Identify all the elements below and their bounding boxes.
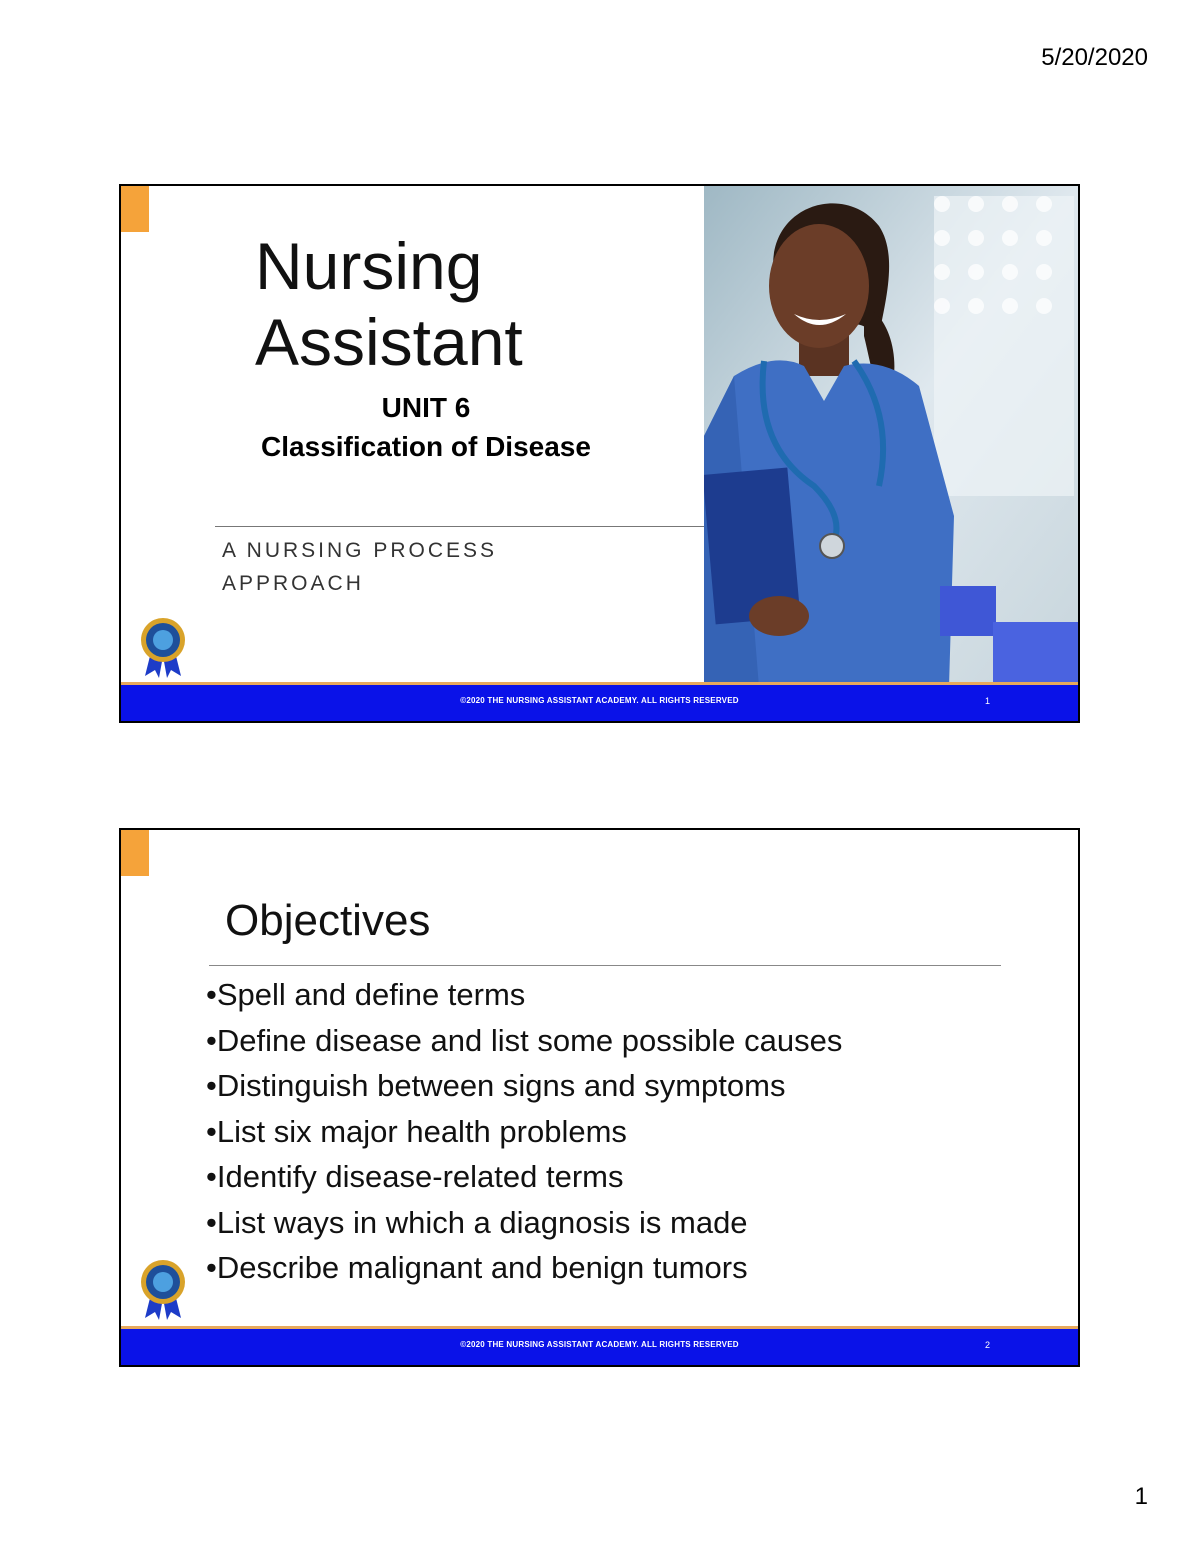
- accent-tab: [121, 830, 149, 876]
- slide-1: [119, 184, 1080, 723]
- nurse-photo: [704, 186, 1080, 687]
- slide-2: [119, 828, 1080, 1367]
- footer-copyright: ©2020 THE NURSING ASSISTANT ACADEMY. ALL RIGHTS RESERVED: [460, 696, 739, 705]
- footer-copyright: ©2020 THE NURSING ASSISTANT ACADEMY. ALL RIGHTS RESERVED: [460, 1340, 739, 1349]
- list-item: •Identify disease-related terms: [206, 1159, 624, 1194]
- unit-title: Classification of Disease: [261, 431, 591, 462]
- footer-bar: [121, 682, 1078, 721]
- objectives-list: [206, 972, 842, 1291]
- slide-title: [255, 228, 523, 380]
- list-item: •Define disease and list some possible causes: [206, 1022, 843, 1058]
- footer-bar: [121, 1326, 1078, 1365]
- slide-title: Objectives: [225, 896, 431, 945]
- list-item: •Distinguish between signs and symptoms: [206, 1068, 786, 1103]
- title-line-2: Assistant: [255, 305, 523, 379]
- list-item: •Spell and define terms: [206, 977, 526, 1012]
- divider: [209, 965, 1001, 966]
- page-date: 5/20/2020: [1041, 44, 1148, 71]
- seal-icon: [139, 616, 187, 680]
- subtitle-line-1: A NURSING PROCESS: [222, 539, 498, 562]
- list-item: •List six major health problems: [206, 1113, 627, 1149]
- slide-number: 1: [984, 696, 990, 706]
- unit-label: UNIT 6: [381, 392, 471, 423]
- seal-icon: [139, 1258, 187, 1322]
- list-item: •Describe malignant and benign tumors: [206, 1250, 748, 1285]
- page-number: 1: [1134, 1483, 1148, 1510]
- accent-tab: [121, 186, 149, 232]
- list-item: •List ways in which a diagnosis is made: [206, 1204, 748, 1240]
- divider: [215, 526, 705, 527]
- subtitle: [222, 534, 622, 600]
- subtitle-line-2: APPROACH: [222, 572, 364, 595]
- slide-number: 2: [984, 1340, 990, 1350]
- title-line-1: Nursing: [255, 229, 483, 303]
